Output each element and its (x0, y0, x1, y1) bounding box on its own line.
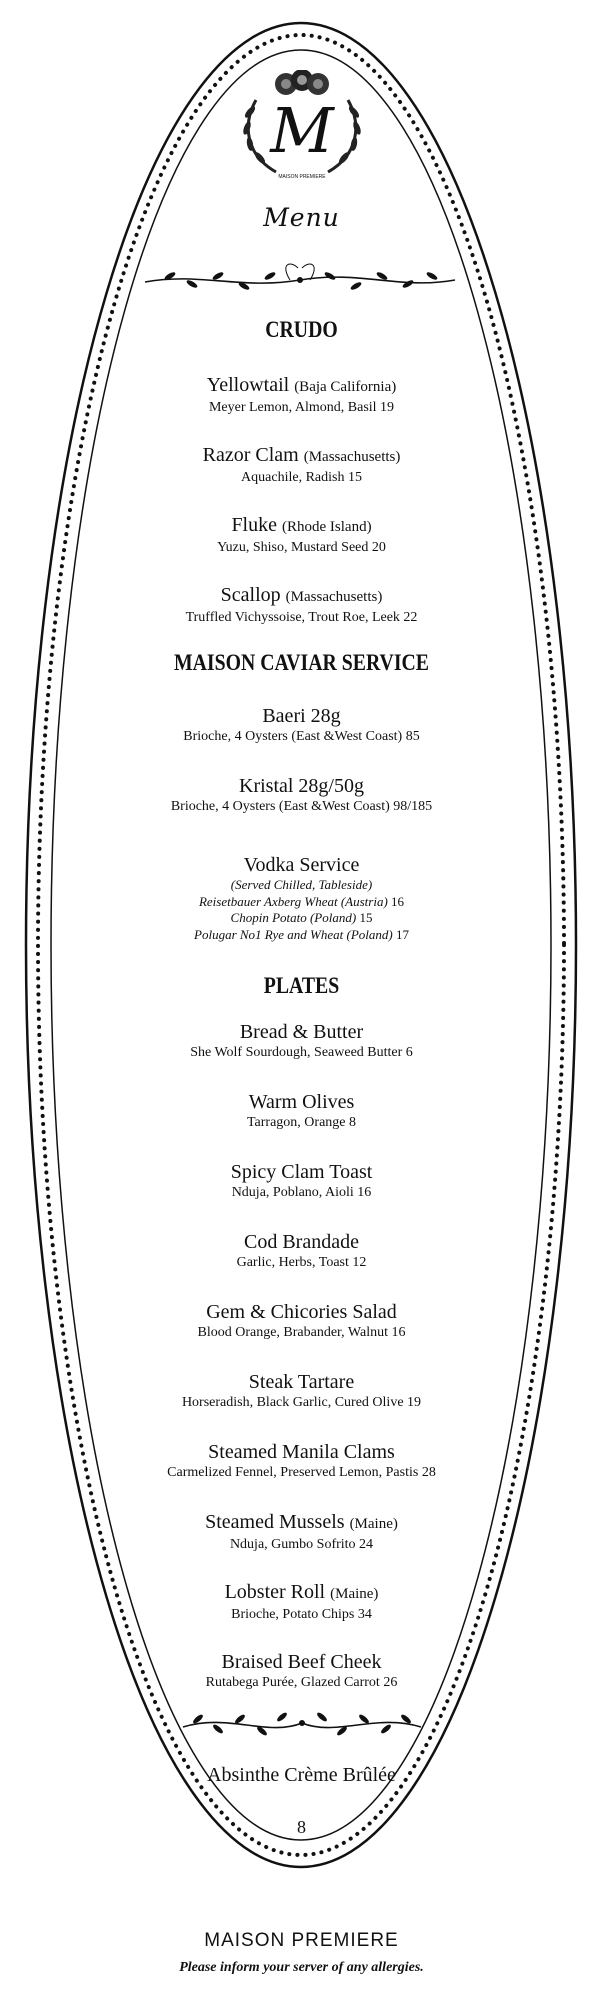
menu-item (0, 443, 603, 487)
menu-item (0, 1440, 603, 1482)
item-description: Aquachile, Radish 15 (241, 470, 362, 485)
dessert-item (0, 1763, 603, 1787)
item-name: Razor Clam (202, 444, 299, 466)
item-name: Vodka Service (243, 854, 360, 876)
vodka-line: Chopin Potato (Poland) (230, 910, 357, 925)
menu-item (0, 1370, 603, 1412)
allergy-note: Please inform your server of any allergies. (179, 1960, 424, 1975)
logo-monogram: M (270, 94, 334, 167)
item-origin: (Rhode Island) (282, 519, 372, 535)
item-name: Steamed Manila Clams (208, 1441, 395, 1463)
item-description: Brioche, 4 Oysters (East &West Coast) 98/185 (170, 799, 433, 814)
item-origin: (Maine) (349, 1516, 398, 1532)
item-description: Horseradish, Black Garlic, Cured Olive 19 (181, 1395, 422, 1410)
dessert-name: Absinthe Crème Brûlée (207, 1764, 396, 1786)
item-name: Bread & Butter (239, 1021, 364, 1043)
item-description: Blood Orange, Brabander, Walnut 16 (197, 1325, 406, 1340)
item-origin: (Massachusetts) (285, 589, 383, 605)
item-description: Truffled Vichyssoise, Trout Roe, Leek 22 (185, 610, 418, 625)
item-name: Steak Tartare (248, 1371, 355, 1393)
item-name: Braised Beef Cheek (221, 1651, 382, 1673)
vodka-service (0, 853, 603, 943)
maison-crest-logo (236, 70, 368, 186)
vine-flourish-bottom (178, 1703, 426, 1743)
item-origin: (Maine) (330, 1586, 379, 1602)
item-name: Steamed Mussels (205, 1511, 345, 1533)
vodka-line: Reisetbauer Axberg Wheat (Austria) (198, 893, 388, 909)
menu-item (0, 1580, 603, 1624)
menu-item (0, 583, 603, 627)
menu-item (0, 1160, 603, 1202)
menu-item (0, 1020, 603, 1062)
item-description: Tarragon, Orange 8 (246, 1115, 357, 1130)
item-name: Fluke (231, 514, 277, 536)
section-heading-caviar: MAISON CAVIAR SERVICE (173, 650, 430, 675)
item-description: Brioche, 4 Oysters (East &West Coast) 85 (183, 729, 420, 744)
item-name: Warm Olives (248, 1091, 355, 1113)
menu-item (0, 1510, 603, 1554)
item-description: She Wolf Sourdough, Seaweed Butter 6 (190, 1045, 413, 1060)
item-name: Yellowtail (206, 374, 290, 396)
item-origin: (Massachusetts) (303, 449, 401, 465)
item-description: Yuzu, Shiso, Mustard Seed 20 (217, 540, 386, 555)
item-description: Brioche, Potato Chips 34 (231, 1607, 372, 1622)
vine-flourish-top (140, 256, 460, 302)
vodka-price: 15 (359, 910, 373, 925)
vodka-line: (Served Chilled, Tableside) (230, 877, 373, 892)
menu-item (0, 1300, 603, 1342)
item-name: Gem & Chicories Salad (206, 1301, 397, 1323)
page-number: 8 (297, 1817, 306, 1837)
section-heading-plates: PLATES (263, 973, 340, 998)
menu-item (0, 1090, 603, 1132)
footer-brand: MAISON PREMIERE (204, 1930, 399, 1951)
menu-item (0, 1230, 603, 1272)
menu-item (0, 774, 603, 816)
vodka-price: 16 (391, 893, 405, 909)
item-origin: (Baja California) (294, 379, 397, 395)
vodka-price: 17 (395, 926, 409, 942)
item-description: Meyer Lemon, Almond, Basil 19 (208, 400, 395, 415)
item-description: Garlic, Herbs, Toast 12 (236, 1255, 367, 1270)
item-name: Scallop (220, 584, 281, 606)
item-name: Lobster Roll (224, 1581, 326, 1603)
menu-item (0, 513, 603, 557)
item-description: Nduja, Poblano, Aioli 16 (231, 1185, 372, 1200)
logo-caption: MAISON PREMIERE (278, 174, 326, 180)
item-name: Kristal 28g/50g (239, 775, 364, 797)
section-heading-crudo: CRUDO (265, 317, 338, 342)
vodka-line: Polugar No1 Rye and Wheat (Poland) (194, 926, 393, 942)
item-description: Carmelized Fennel, Preserved Lemon, Pastis 28 (167, 1465, 436, 1480)
menu-title: Menu (263, 203, 340, 232)
item-name: Baeri 28g (262, 705, 341, 727)
item-description: Rutabega Purée, Glazed Carrot 26 (205, 1675, 398, 1690)
item-description: Nduja, Gumbo Sofrito 24 (229, 1537, 374, 1552)
menu-item (0, 704, 603, 746)
menu-item (0, 373, 603, 417)
item-name: Cod Brandade (244, 1231, 359, 1253)
menu-item (0, 1650, 603, 1692)
item-name: Spicy Clam Toast (230, 1161, 373, 1183)
